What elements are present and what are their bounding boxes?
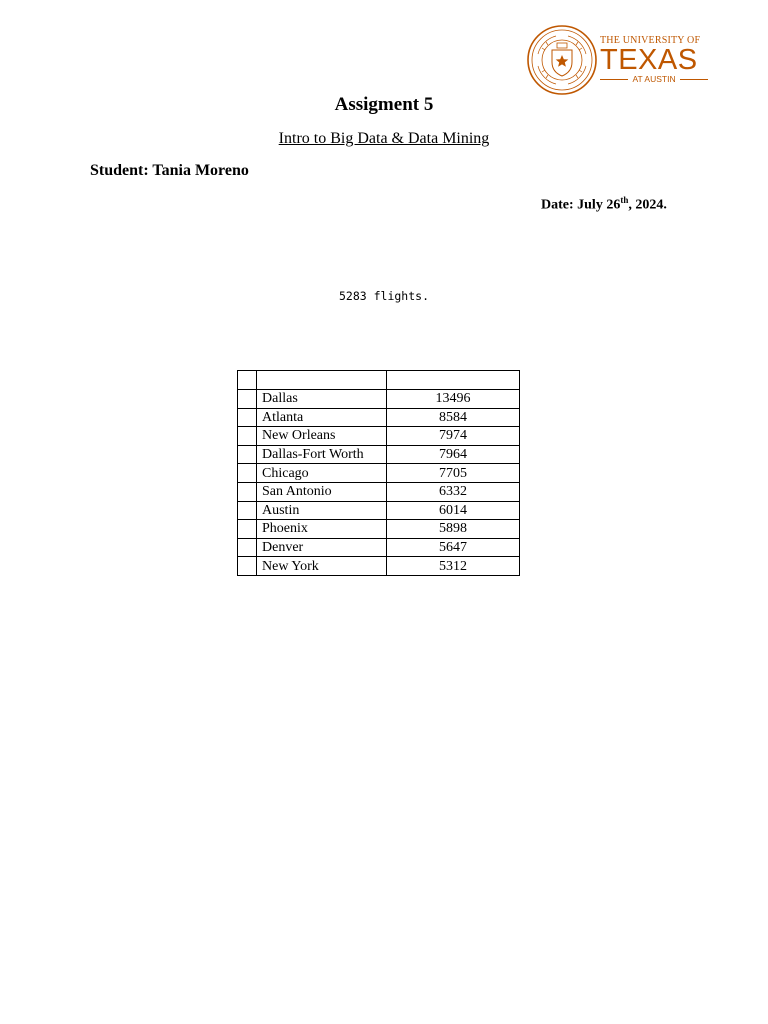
row-index-cell [238, 408, 257, 427]
value-cell: 13496 [387, 390, 520, 409]
row-index-cell [238, 390, 257, 409]
university-seal-icon [526, 24, 598, 96]
row-index-cell [238, 482, 257, 501]
logo-rule-left [600, 79, 628, 80]
logo-bottom-text: AT AUSTIN [632, 74, 676, 84]
document-title: Assigment 5 [334, 94, 434, 115]
city-cell: Atlanta [257, 408, 387, 427]
header-cell [238, 371, 257, 390]
row-index-cell [238, 501, 257, 520]
row-index-cell [238, 445, 257, 464]
city-cell: New Orleans [257, 427, 387, 446]
table-row [238, 520, 520, 539]
table-row [238, 482, 520, 501]
city-cell: New York [257, 557, 387, 576]
header-cell [257, 371, 387, 390]
city-cell: San Antonio [257, 482, 387, 501]
value-cell: 5898 [387, 520, 520, 539]
row-index-cell [238, 557, 257, 576]
value-cell: 7974 [387, 427, 520, 446]
row-index-cell [238, 427, 257, 446]
city-cell: Austin [257, 501, 387, 520]
city-cell: Denver [257, 538, 387, 557]
table-row [238, 501, 520, 520]
table-row [238, 390, 520, 409]
flights-count-text: 5283 flights. [338, 289, 429, 303]
logo-rule-right [680, 79, 708, 80]
date-prefix: Date: July 26 [541, 197, 621, 213]
value-cell: 7964 [387, 445, 520, 464]
logo-wordmark [600, 35, 708, 84]
city-flights-table [237, 370, 520, 576]
city-cell: Chicago [257, 464, 387, 483]
value-cell: 8584 [387, 408, 520, 427]
student-name: Student: Tania Moreno [90, 162, 249, 179]
city-cell: Dallas [257, 390, 387, 409]
value-cell: 5312 [387, 557, 520, 576]
table-row [238, 464, 520, 483]
logo-top-line: THE UNIVERSITY OF [600, 35, 701, 46]
row-index-cell [238, 520, 257, 539]
document-subtitle: Intro to Big Data & Data Mining [278, 130, 490, 147]
table-row [238, 427, 520, 446]
header-cell [387, 371, 520, 390]
table-row [238, 408, 520, 427]
row-index-cell [238, 464, 257, 483]
value-cell: 7705 [387, 464, 520, 483]
row-index-cell [238, 538, 257, 557]
table-header-row [238, 371, 520, 390]
value-cell: 6014 [387, 501, 520, 520]
logo-main-word: TEXAS [600, 44, 698, 76]
table-row [238, 445, 520, 464]
value-cell: 5647 [387, 538, 520, 557]
date-suffix: th [620, 195, 629, 205]
table-row [238, 538, 520, 557]
university-logo [526, 24, 708, 98]
table-row [238, 557, 520, 576]
document-date [541, 195, 667, 214]
city-cell: Dallas-Fort Worth [257, 445, 387, 464]
date-rest: , 2024. [628, 197, 667, 213]
value-cell: 6332 [387, 482, 520, 501]
city-cell: Phoenix [257, 520, 387, 539]
